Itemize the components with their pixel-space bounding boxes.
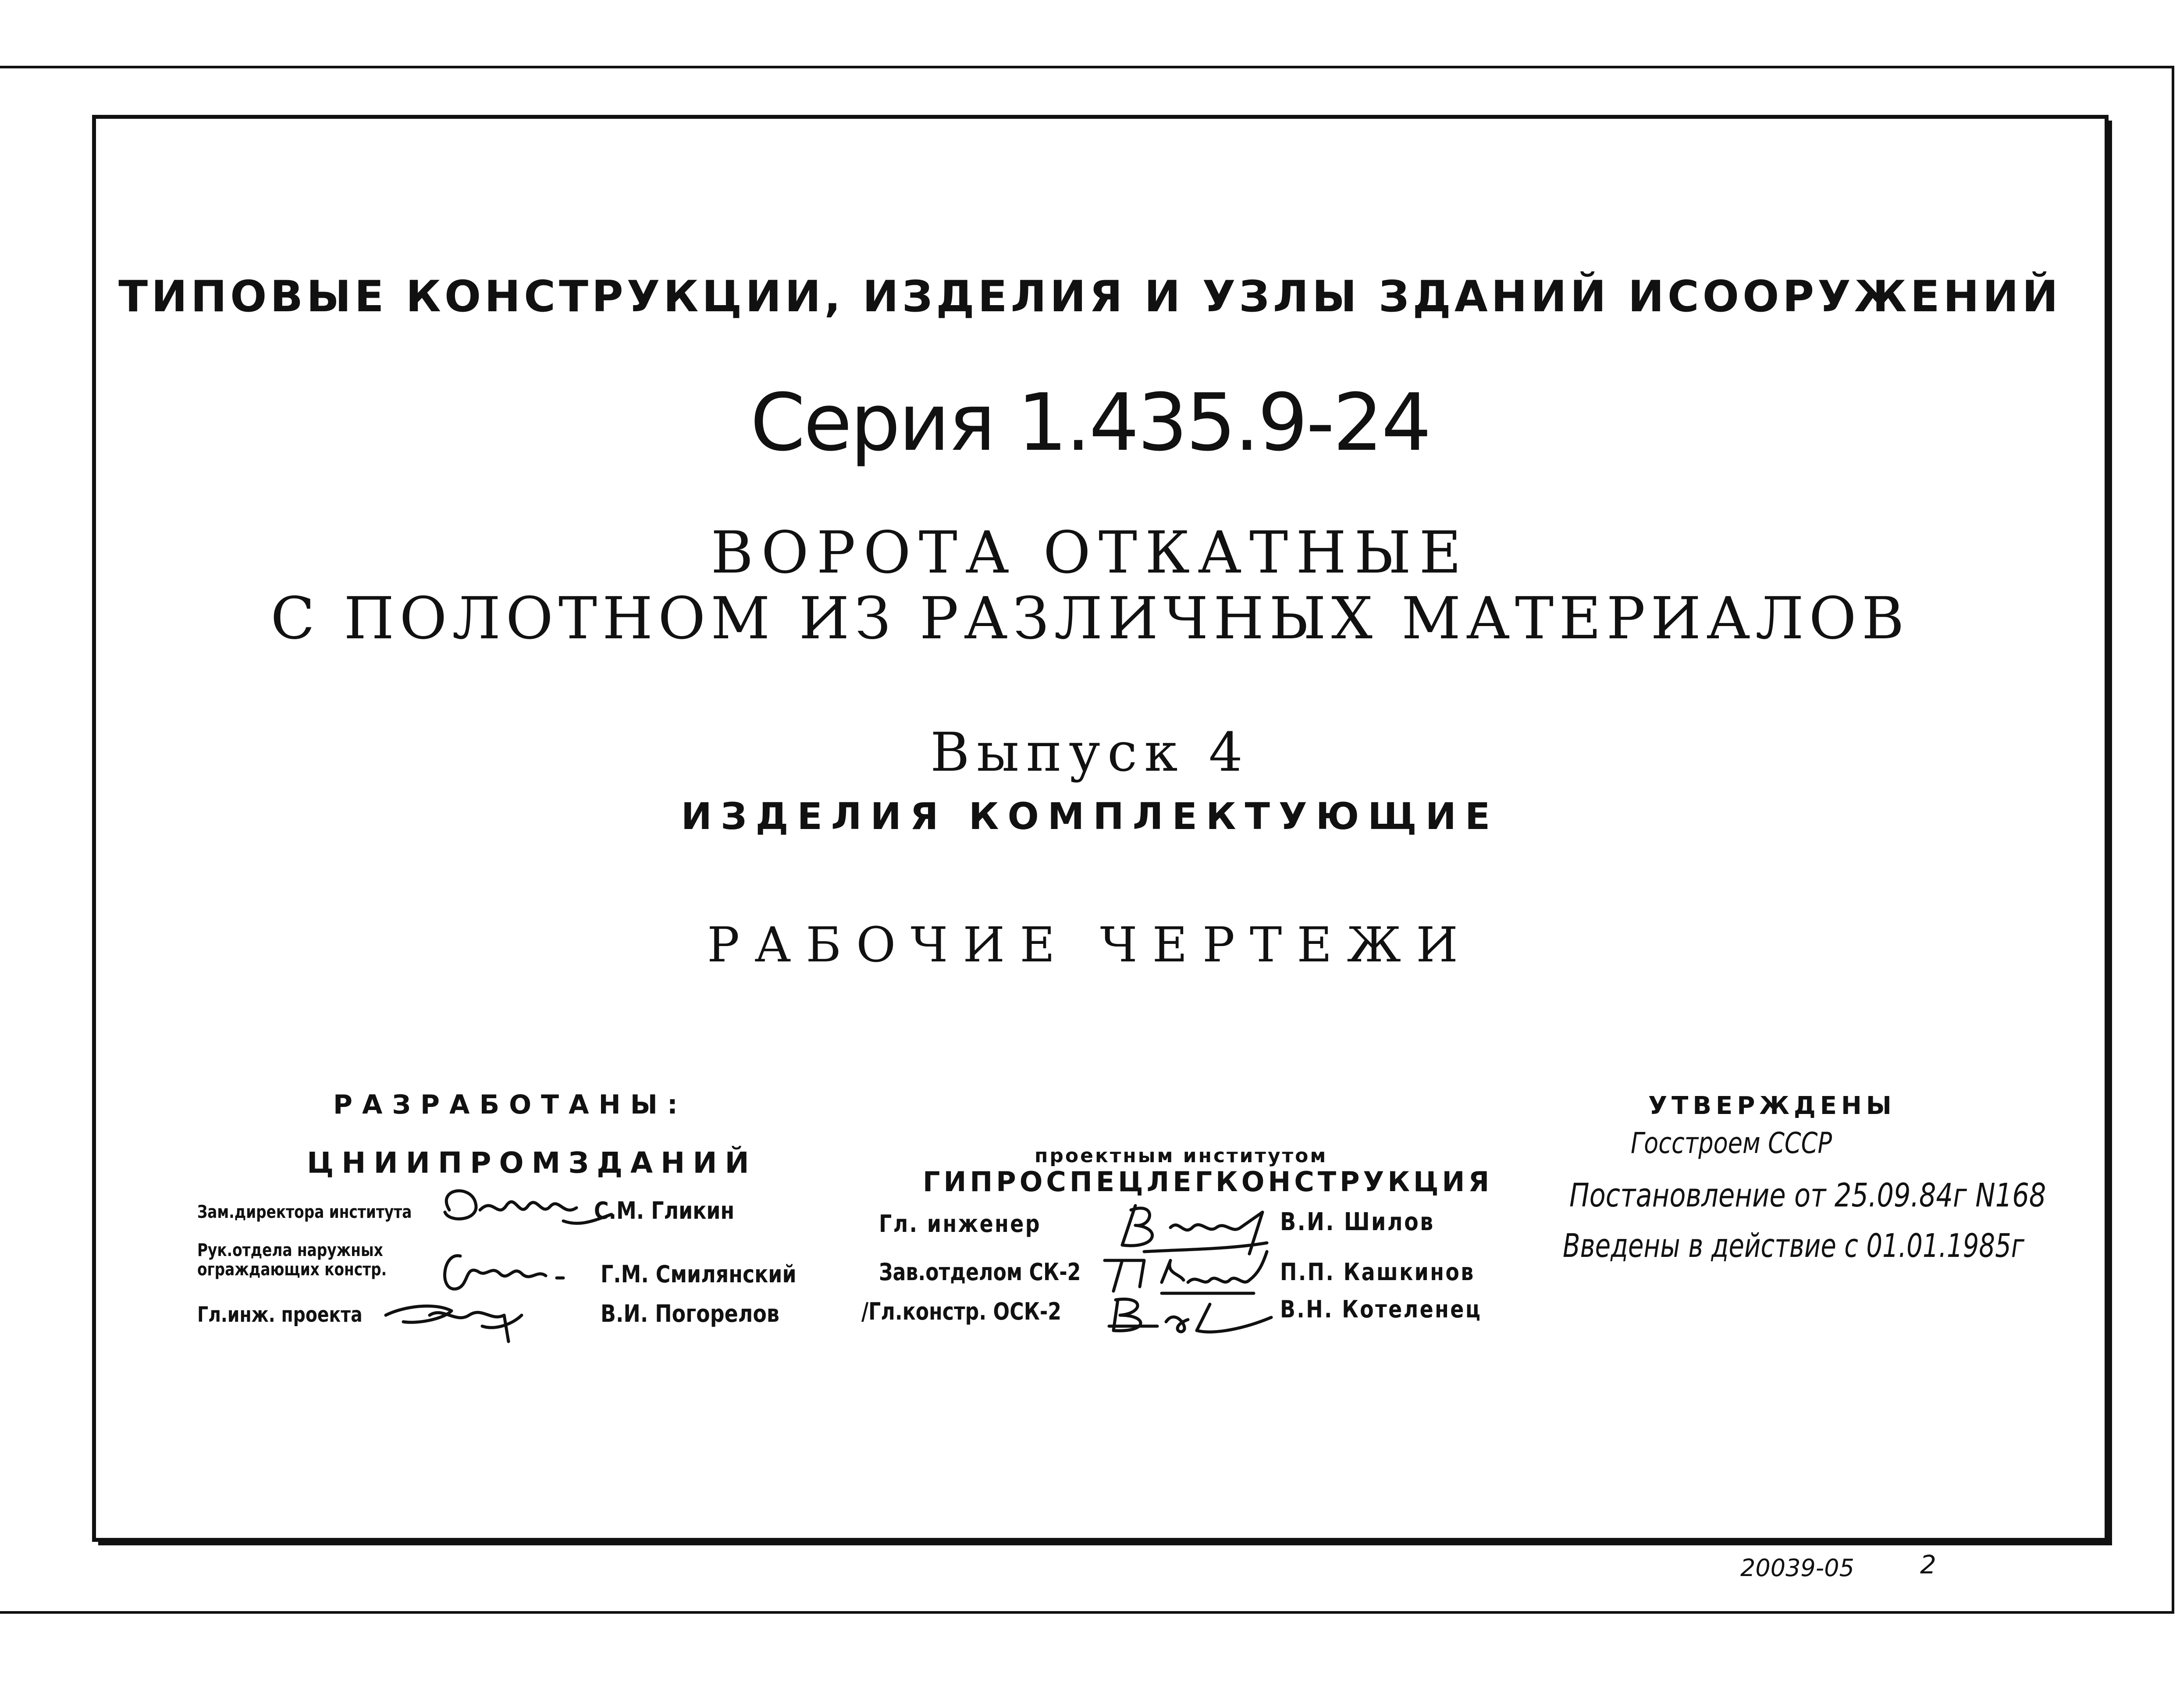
- approved-heading: УТВЕРЖДЕНЫ: [1648, 1092, 1896, 1120]
- institute-name-1: В.И. Шилов: [1280, 1208, 1435, 1236]
- signature-glikin: [432, 1179, 616, 1245]
- document-type: РАБОЧИЕ ЧЕРТЕЖИ: [707, 917, 1473, 973]
- frame-bottom-shadow: [98, 1542, 2112, 1545]
- approved-org: Госстроем СССР: [1631, 1126, 1832, 1160]
- developed-role-1: Зам.директора института: [197, 1202, 412, 1222]
- signature-kotelenets: [1100, 1287, 1284, 1344]
- institute-name-2: П.П. Кашкинов: [1280, 1258, 1475, 1286]
- institute-name-3: В.Н. Котеленец: [1280, 1295, 1482, 1323]
- developed-org: ЦНИИПРОМЗДАНИЙ: [307, 1146, 757, 1180]
- sheet-top-line: [0, 66, 2174, 68]
- approved-decree: Постановление от 25.09.84г N168: [1569, 1177, 2046, 1214]
- developed-name-3: В.И. Погорелов: [601, 1300, 779, 1327]
- developed-heading: РАЗРАБОТАНЫ:: [333, 1089, 687, 1120]
- title-line-2: С ПОЛОТНОМ ИЗ РАЗЛИЧНЫХ МАТЕРИАЛОВ: [270, 585, 1910, 652]
- developed-role-3: Гл.инж. проекта: [197, 1302, 363, 1327]
- title-line-1: ВОРОТА ОТКАТНЫЕ: [711, 519, 1469, 587]
- issue-subtitle: ИЗДЕЛИЯ КОМПЛЕКТУЮЩИЕ: [681, 795, 1499, 838]
- developed-name-2: Г.М. Смилянский: [601, 1260, 797, 1288]
- issue-number: Выпуск 4: [930, 721, 1250, 783]
- sheet-number: 2: [1920, 1550, 1936, 1580]
- series-number: Серия 1.435.9-24: [750, 377, 1430, 469]
- institute-role-1: Гл. инженер: [879, 1210, 1042, 1238]
- developed-name-1: С.М. Гликин: [594, 1197, 735, 1224]
- sheet-bottom-line: [0, 1611, 2174, 1614]
- approved-effective: Введены в действие с 01.01.1985г: [1563, 1227, 2025, 1265]
- signature-pogorelov: [377, 1280, 544, 1355]
- developed-role-2: Рук.отдела наружных ограждающих констр.: [197, 1240, 387, 1280]
- institute-role-3: /Гл.констр. ОСК-2: [861, 1298, 1062, 1325]
- institute-role-2: Зав.отделом СК-2: [879, 1258, 1081, 1286]
- institute-org: ГИПРОСПЕЦЛЕГКОНСТРУКЦИЯ: [923, 1166, 1493, 1198]
- series-heading: ТИПОВЫЕ КОНСТРУКЦИИ, ИЗДЕЛИЯ И УЗЛЫ ЗДАНИЙ ИСООРУЖЕНИЙ: [118, 272, 2062, 322]
- institute-heading: проектным институтом: [1035, 1145, 1328, 1167]
- document-number: 20039-05: [1740, 1554, 1854, 1582]
